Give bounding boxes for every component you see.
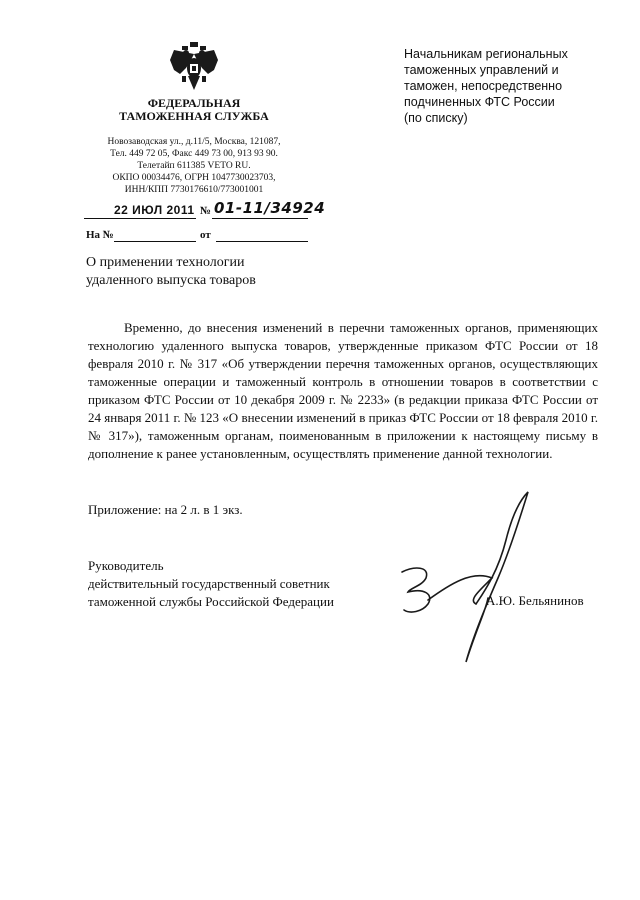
coat-of-arms-emblem-icon xyxy=(168,40,220,92)
subject-line1: О применении технологии xyxy=(86,255,245,270)
subject-line2: удаленного выпуска товаров xyxy=(86,273,256,288)
organization-name-line2: ТАМОЖЕННАЯ СЛУЖБА xyxy=(119,109,269,123)
registration-number: 01-11/34924 xyxy=(214,199,326,217)
addressee-line: таможенных управлений и xyxy=(404,63,559,77)
reference-date-label: от xyxy=(200,229,211,241)
reference-number-label: На № xyxy=(86,229,114,241)
letter-body xyxy=(88,319,598,463)
signatory-title xyxy=(88,557,334,611)
inn-kpp-line: ИНН/КПП 7730176610/773001001 xyxy=(124,185,264,195)
registration-date: 22 ИЮЛ 2011 xyxy=(114,203,195,217)
teletype-line: Телетайп 611385 VETO RU. xyxy=(137,161,251,171)
addressee-line: Начальникам региональных xyxy=(404,47,568,61)
registration-number-label: № xyxy=(200,205,212,217)
addressee-line: таможен, непосредственно xyxy=(404,79,563,93)
addressee-block xyxy=(404,46,568,126)
reference-date-line xyxy=(216,241,308,242)
attachment-note: Приложение: на 2 л. в 1 экз. xyxy=(88,502,243,517)
signatory-name: А.Ю. Бельянинов xyxy=(486,593,584,608)
okpo-ogrn-line: ОКПО 00034476, ОГРН 1047730023703, xyxy=(112,173,276,183)
letter-subject xyxy=(86,254,256,290)
addressee-line: (по списку) xyxy=(404,111,468,125)
phone-line: Тел. 449 72 05, Факс 449 73 00, 913 93 90. xyxy=(110,149,278,159)
signatory-title-line: действительный государственный советник xyxy=(88,576,330,591)
reference-number-line xyxy=(114,241,196,242)
date-underline xyxy=(84,218,196,219)
address-line: Новозаводская ул., д.11/5, Москва, 121087, xyxy=(107,137,281,147)
number-underline xyxy=(212,218,308,219)
handwritten-signature-icon xyxy=(380,480,560,670)
signatory-title-line: Руководитель xyxy=(88,558,164,573)
signatory-title-line: таможенной службы Российской Федерации xyxy=(88,594,334,609)
body-paragraph: Временно, до внесения изменений в перечни таможенных органов, применяющих технологию удаленного выпуска товаров, утвержденные приказом ФТС России от 18 февраля 2010 г. № 317 «Об утверждении перечня таможенных органов, осуществляющих таможенные операции и таможенный контроль в отношении товаров в соответствии с приказом ФТС России от 10 декабря 2009 г. № 2233» (в редакции приказа ФТС России от 24 января 2011 г. № 123 «О внесении изменений в приказ ФТС России от 18 февраля 2010 г. № 317»), таможенным органам, поименованным в приложении к настоящему письму в дополнение к ранее установленным, осуществлять применение данной технологии. xyxy=(88,320,598,461)
addressee-line: подчиненных ФТС России xyxy=(404,95,555,109)
organization-name-line1: ФЕДЕРАЛЬНАЯ xyxy=(147,96,241,110)
